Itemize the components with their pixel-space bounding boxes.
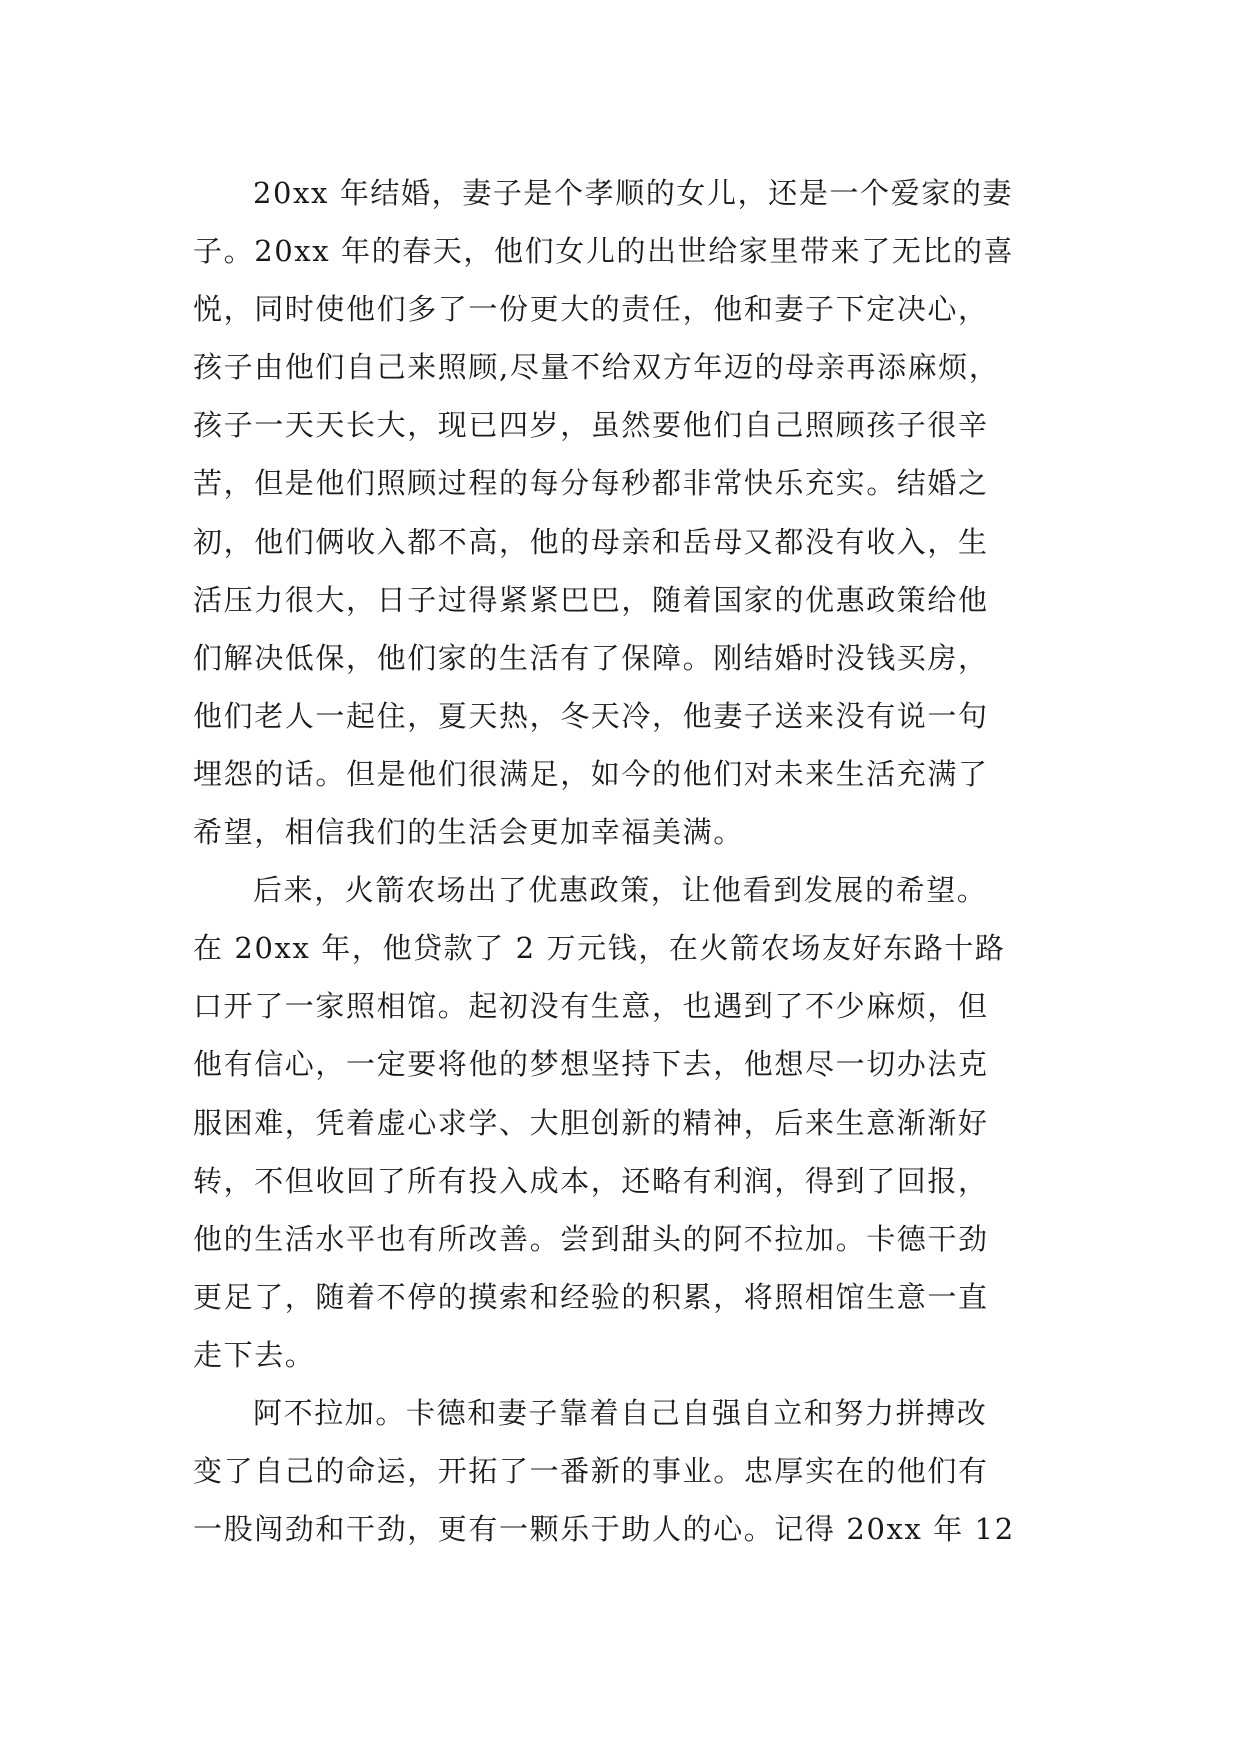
text-line: 们解决低保，他们家的生活有了保障。刚结婚时没钱买房，	[193, 640, 989, 675]
text-line: 悦，同时使他们多了一份更大的责任，他和妻子下定决心，	[193, 292, 989, 327]
text-line: 在 20xx 年，他贷款了 2 万元钱，在火箭农场友好东路十路	[193, 931, 1006, 966]
text-line: 埋怨的话。但是他们很满足，如今的他们对未来生活充满了	[193, 756, 989, 791]
text-line: 后来，火箭农场出了优惠政策，让他看到发展的希望。	[253, 873, 988, 908]
text-line: 他们老人一起住，夏天热，冬天冷，他妻子送来没有说一句	[193, 698, 989, 733]
text-line: 阿不拉加。卡德和妻子靠着自己自强自立和努力拼搏改	[253, 1395, 988, 1430]
document-body	[193, 164, 1073, 1558]
text-line: 希望，相信我们的生活会更加幸福美满。	[193, 815, 744, 850]
text-line: 20xx 年结婚，妻子是个孝顺的女儿，还是一个爱家的妻	[253, 176, 1014, 210]
text-line: 他的生活水平也有所改善。尝到甜头的阿不拉加。卡德干劲	[193, 1221, 989, 1256]
text-line: 转，不但收回了所有投入成本，还略有利润，得到了回报，	[193, 1163, 989, 1198]
text-line: 孩子一天天长大，现已四岁，虽然要他们自己照顾孩子很辛	[193, 408, 989, 443]
text-line: 更足了，随着不停的摸索和经验的积累，将照相馆生意一直	[193, 1279, 989, 1314]
text-line: 变了自己的命运，开拓了一番新的事业。忠厚实在的他们有	[193, 1454, 989, 1489]
text-line: 服困难，凭着虚心求学、大胆创新的精神，后来生意渐渐好	[193, 1105, 989, 1140]
text-line: 他有信心，一定要将他的梦想坚持下去，他想尽一切办法克	[193, 1047, 989, 1082]
text-line: 活压力很大，日子过得紧紧巴巴，随着国家的优惠政策给他	[193, 582, 989, 617]
paragraph-2	[193, 861, 1073, 1384]
text-line: 走下去。	[193, 1337, 316, 1372]
text-line: 口开了一家照相馆。起初没有生意，也遇到了不少麻烦，但	[193, 989, 989, 1024]
text-line: 苦，但是他们照顾过程的每分每秒都非常快乐充实。结婚之	[193, 466, 989, 501]
paragraph-1	[193, 164, 1073, 861]
paragraph-3	[193, 1384, 1073, 1558]
text-line: 初，他们俩收入都不高，他的母亲和岳母又都没有收入，生	[193, 524, 989, 559]
text-line: 子。20xx 年的春天，他们女儿的出世给家里带来了无比的喜	[193, 234, 1015, 269]
text-line: 孩子由他们自己来照顾,尽量不给双方年迈的母亲再添麻烦，	[193, 350, 1000, 385]
text-line: 一股闯劲和干劲，更有一颗乐于助人的心。记得 20xx 年 12	[193, 1512, 1015, 1547]
